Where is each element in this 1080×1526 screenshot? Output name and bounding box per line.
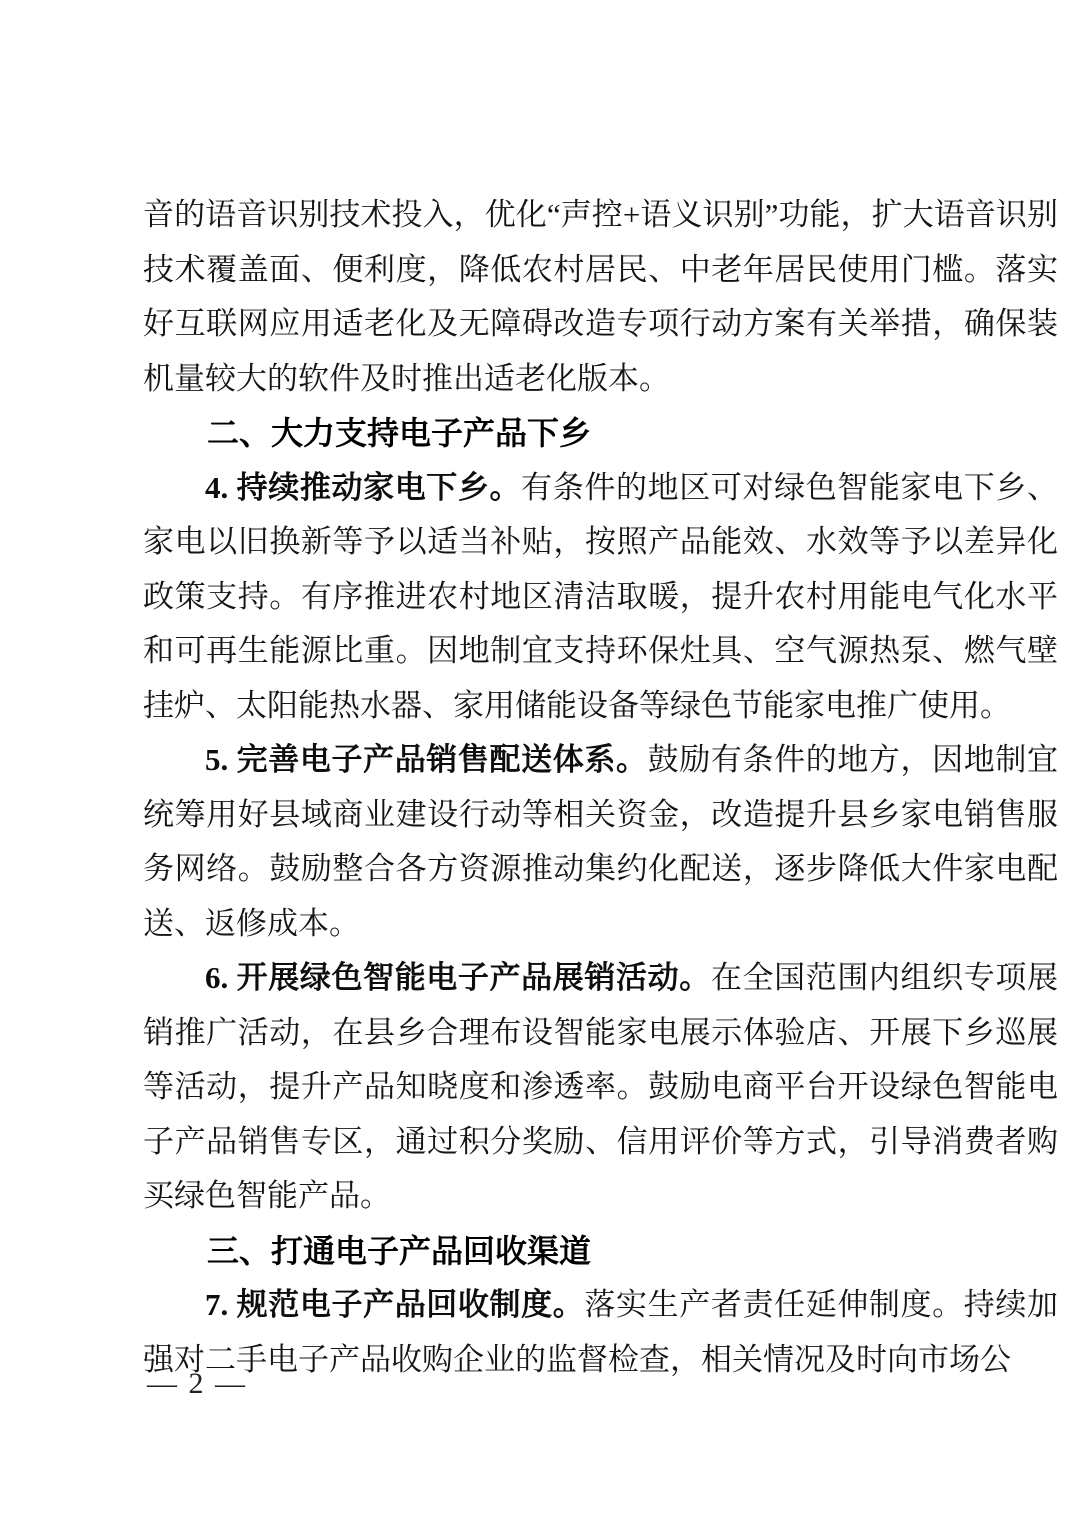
item-lead: 6. 开展绿色智能电子产品展销活动。 — [205, 960, 711, 995]
paragraph-text: 鼓励有条件的地方，因地制宜统筹用好县域商业建设行动等相关资金，改造提升县乡家电销售服务网络。鼓励整合各方资源推动集约化配送，逐步降低大件家电配送、返修成本。 — [143, 742, 1059, 941]
section-heading: 三、打通电子产品回收渠道 — [207, 1232, 592, 1269]
paragraph-text: 在全国范围内组织专项展销推广活动，在县乡合理布设智能家电展示体验店、开展下乡巡展等活动，提升产品知晓度和渗透率。鼓励电商平台开设绿色智能电子产品销售专区，通过积分奖励、信用评价等方式，引导消费者购买绿色智能产品。 — [143, 960, 1059, 1213]
item-lead: 7. 规范电子产品回收制度。 — [205, 1287, 585, 1322]
paragraph — [143, 188, 1058, 406]
page-number: — 2 — — [147, 1367, 247, 1400]
paragraph-text: 落实生产者责任延伸制度。持续加强对二手电子产品收购企业的监督检查，相关情况及时向市场公 — [143, 1287, 1059, 1377]
paragraph-text: 音的语音识别技术投入，优化“声控+语义识别”功能，扩大语音识别技术覆盖面、便利度，降低农村居民、中老年居民使用门槛。落实好互联网应用适老化及无障碍改造专项行动方案有关举措，确保装机量较大的软件及时推出适老化版本。 — [143, 197, 1058, 396]
document-content — [143, 188, 1058, 1387]
section-heading: 二、大力支持电子产品下乡 — [207, 415, 592, 451]
paragraph-text: 有条件的地区可对绿色智能家电下乡、家电以旧换新等予以适当补贴，按照产品能效、水效等予以差异化政策支持。有序推进农村地区清洁取暖，提升农村用能电气化水平和可再生能源比重。因地制宜支持环保灶具、空气源热泵、燃气壁挂炉、太阳能热水器、家用储能设备等绿色节能家电推广使用。 — [143, 469, 1059, 723]
paragraph — [143, 461, 1058, 734]
paragraph — [143, 1278, 1058, 1387]
item-lead: 4. 持续推动家电下乡。 — [205, 469, 522, 505]
item-lead: 5. 完善电子产品销售配送体系。 — [205, 742, 648, 777]
paragraph — [143, 951, 1058, 1224]
paragraph — [143, 733, 1058, 951]
